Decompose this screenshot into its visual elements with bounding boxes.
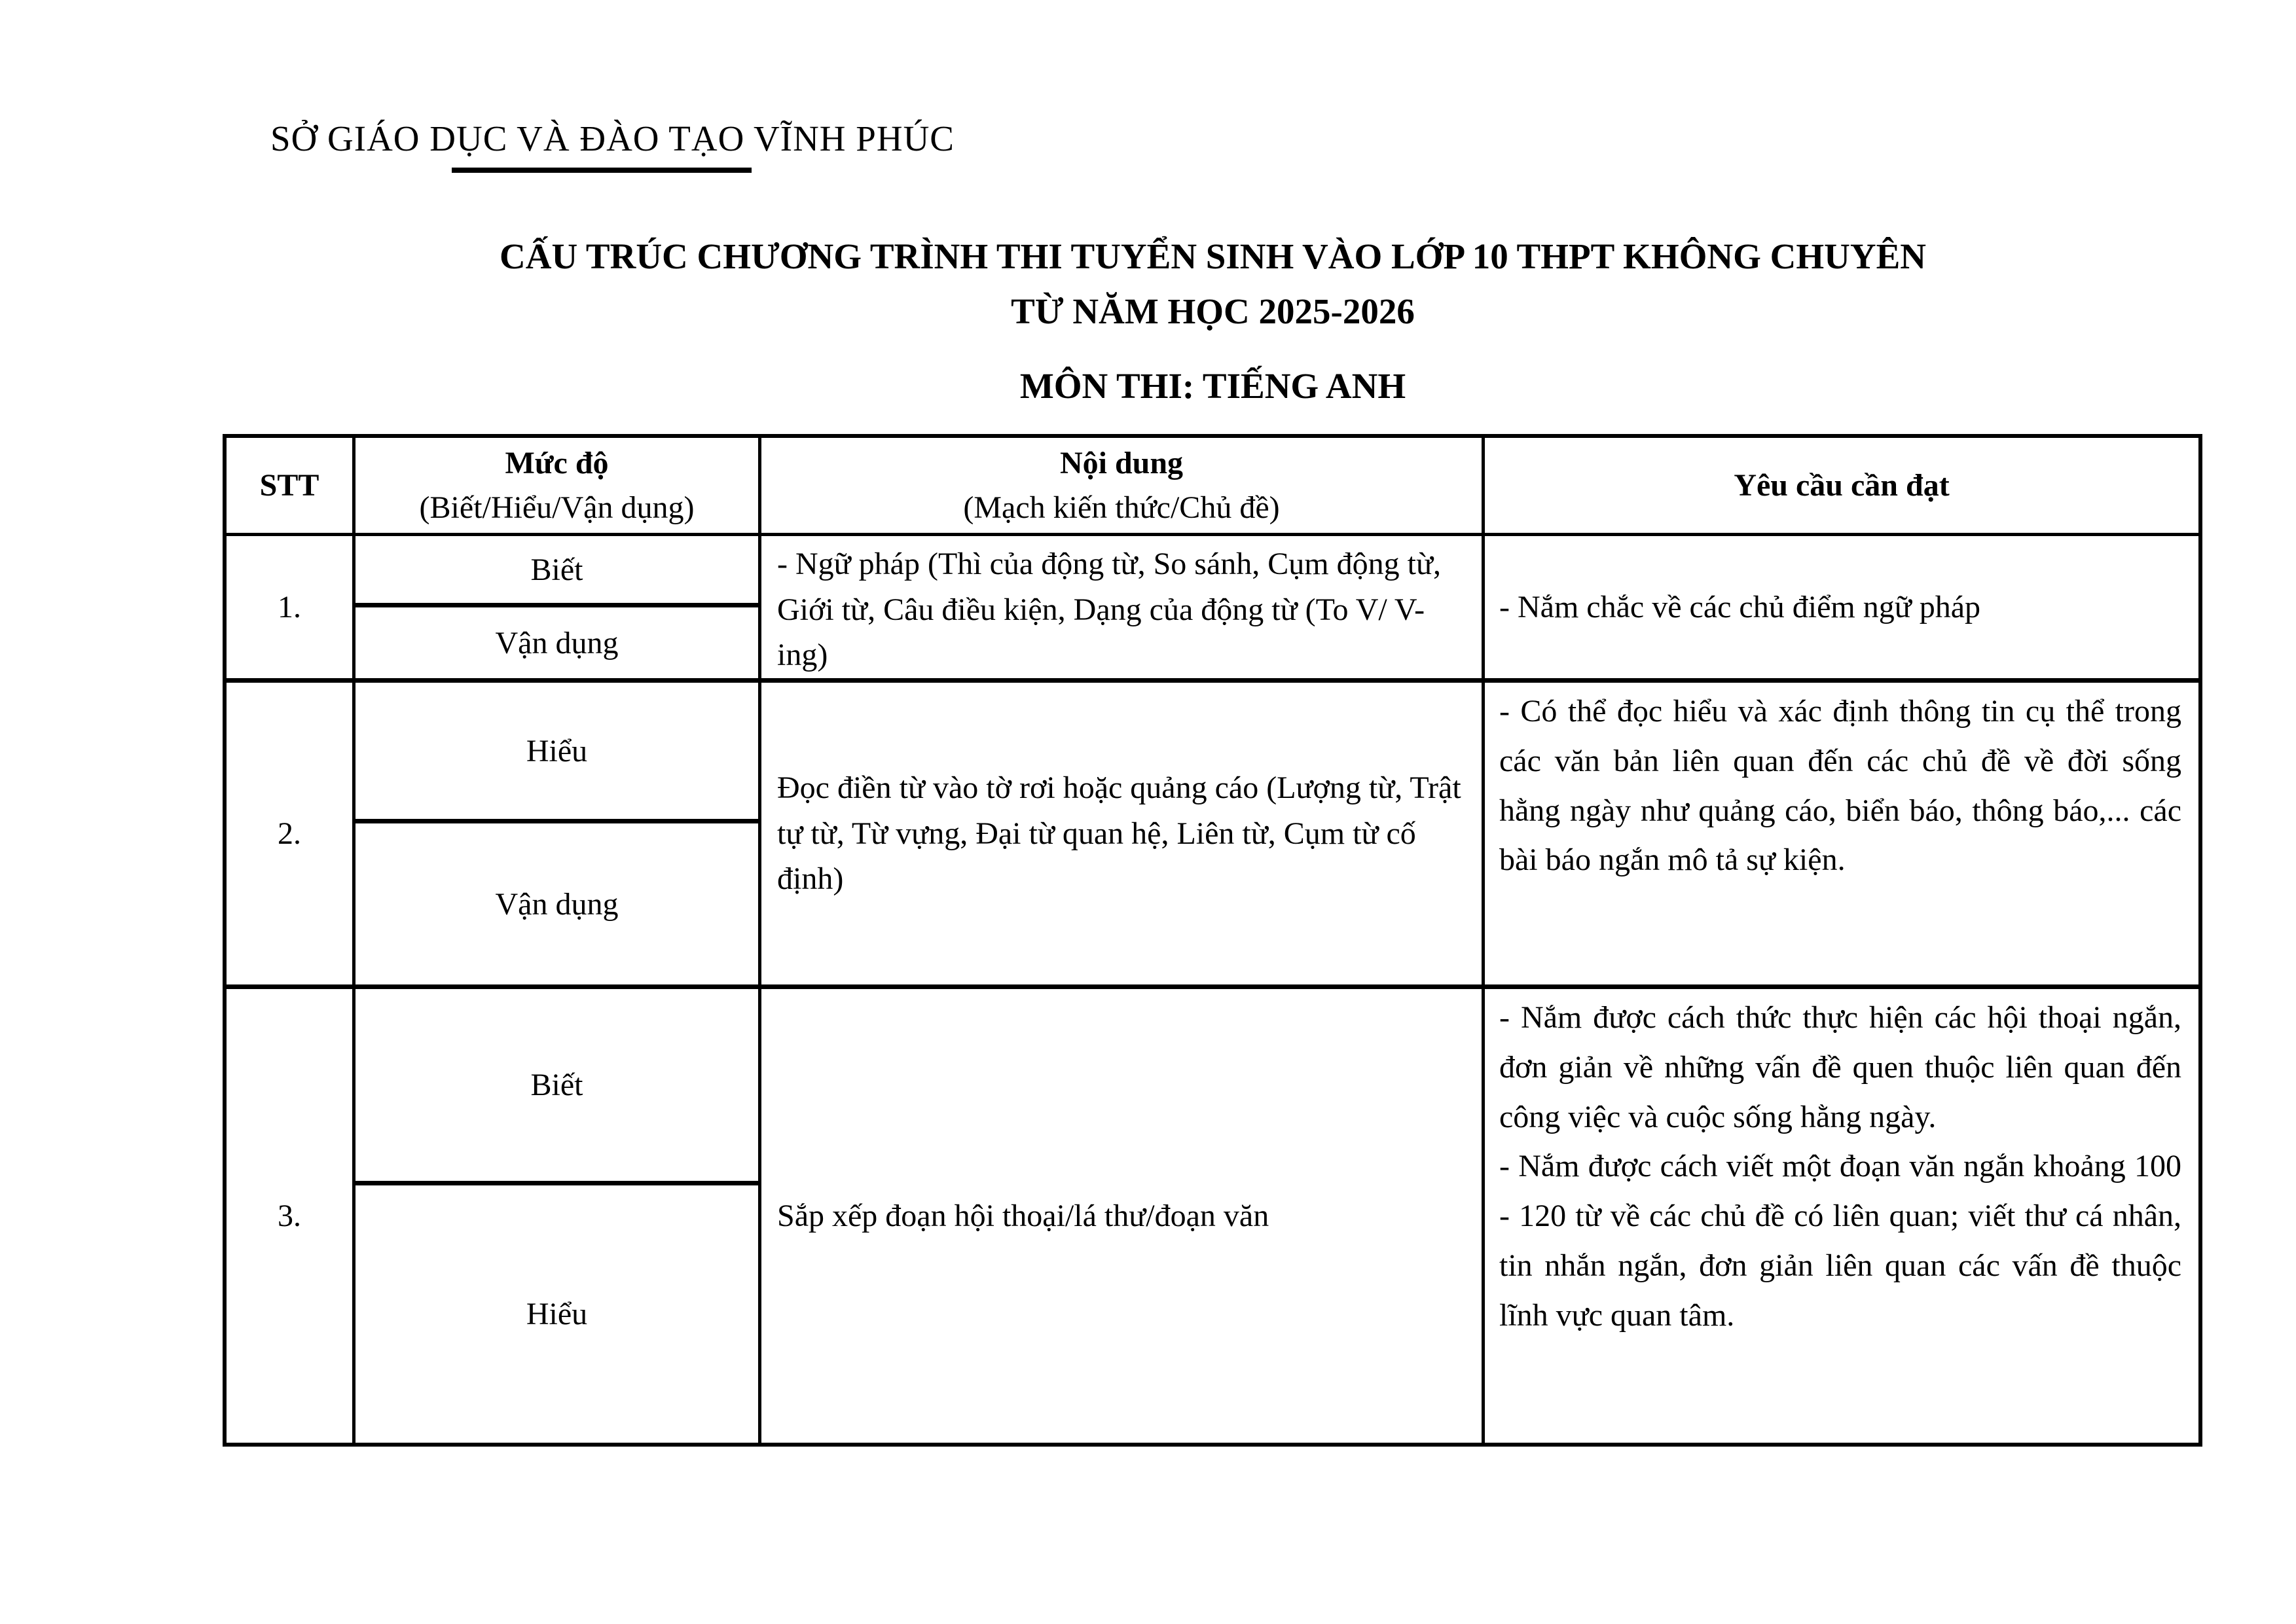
content-cell bbox=[761, 989, 1485, 1443]
document-title-line2: TỪ NĂM HỌC 2025-2026 bbox=[1011, 291, 1415, 331]
level-bottom: Hiểu bbox=[526, 1297, 588, 1331]
level-bottom: Vận dụng bbox=[495, 625, 619, 660]
header-stt-label: STT bbox=[259, 467, 319, 503]
table-row bbox=[227, 989, 2198, 1443]
stt-cell: 2. bbox=[227, 683, 355, 984]
header-yeu-cau bbox=[1485, 438, 2198, 533]
table-row bbox=[227, 536, 2198, 683]
content-text: Đọc điền từ vào tờ rơi hoặc quảng cáo (Lượng từ, Trật tự từ, Từ vựng, Đại từ quan hệ, Liên từ, Cụm từ cố định) bbox=[777, 770, 1461, 897]
header-muc-do bbox=[355, 438, 761, 533]
header-muc-do-sub: (Biết/Hiểu/Vận dụng) bbox=[419, 490, 695, 525]
content-cell bbox=[761, 683, 1485, 984]
level-top: Hiểu bbox=[355, 683, 758, 823]
subject-title: MÔN THI: TIẾNG ANH bbox=[1019, 366, 1406, 406]
header-noi-dung-sub: (Mạch kiến thức/Chủ đề) bbox=[963, 490, 1280, 525]
content-text: - Ngữ pháp (Thì của động từ, So sánh, Cụm động từ, Giới từ, Câu điều kiện, Dạng của động từ (To V/ V-ing) bbox=[777, 547, 1441, 673]
table-header-row bbox=[227, 438, 2198, 536]
requirement-cell bbox=[1485, 989, 2198, 1443]
agency-name: SỞ GIÁO DỤC VÀ ĐÀO TẠO VĨNH PHÚC bbox=[270, 118, 955, 158]
exam-structure-table bbox=[223, 434, 2202, 1447]
level-cell bbox=[355, 683, 761, 984]
content-text: Sắp xếp đoạn hội thoại/lá thư/đoạn văn bbox=[777, 1198, 1269, 1233]
requirement-text bbox=[1485, 989, 2198, 1344]
header-yeu-cau-label: Yêu cầu cần đạt bbox=[1734, 467, 1950, 503]
header-stt bbox=[227, 438, 355, 533]
agency-underline bbox=[452, 168, 752, 173]
table-row bbox=[227, 683, 2198, 989]
stt-cell: 3. bbox=[227, 989, 355, 1443]
requirement-cell bbox=[1485, 536, 2198, 678]
requirement-paragraph: - Nắm được cách viết một đoạn văn ngắn khoảng 100 - 120 từ về các chủ đề có liên quan; viết thư cá nhân, tin nhắn ngắn, đơn giản liên quan các vấn đề thuộc lĩnh vực quan tâm. bbox=[1499, 1149, 2181, 1333]
level-top: Biết bbox=[355, 536, 758, 607]
level-top: Biết bbox=[355, 989, 758, 1185]
header-noi-dung-main: Nội dung bbox=[1059, 446, 1184, 481]
requirement-text: - Nắm chắc về các chủ điểm ngữ pháp bbox=[1499, 589, 1981, 624]
header-muc-do-main: Mức độ bbox=[505, 446, 609, 481]
requirement-paragraph: - Nắm được cách thức thực hiện các hội thoại ngắn, đơn giản về những vấn đề quen thuộc liên quan đến công việc và cuộc sống hằng ngày. bbox=[1499, 1000, 2181, 1134]
level-cell bbox=[355, 989, 761, 1443]
header-noi-dung bbox=[761, 438, 1485, 533]
level-cell bbox=[355, 536, 761, 678]
level-bottom: Vận dụng bbox=[495, 886, 619, 922]
requirement-cell bbox=[1485, 683, 2198, 984]
document-title-line1: CẤU TRÚC CHƯƠNG TRÌNH THI TUYỂN SINH VÀO LỚP 10 THPT KHÔNG CHUYÊN bbox=[500, 236, 1926, 276]
stt-cell: 1. bbox=[227, 536, 355, 678]
requirement-text: - Có thể đọc hiểu và xác định thông tin cụ thể trong các văn bản liên quan đến các chủ đề về đời sống hằng ngày như quảng cáo, biển báo, thông báo,... các bài báo ngắn mô tả sự kiện. bbox=[1499, 694, 2181, 878]
content-cell bbox=[761, 536, 1485, 678]
